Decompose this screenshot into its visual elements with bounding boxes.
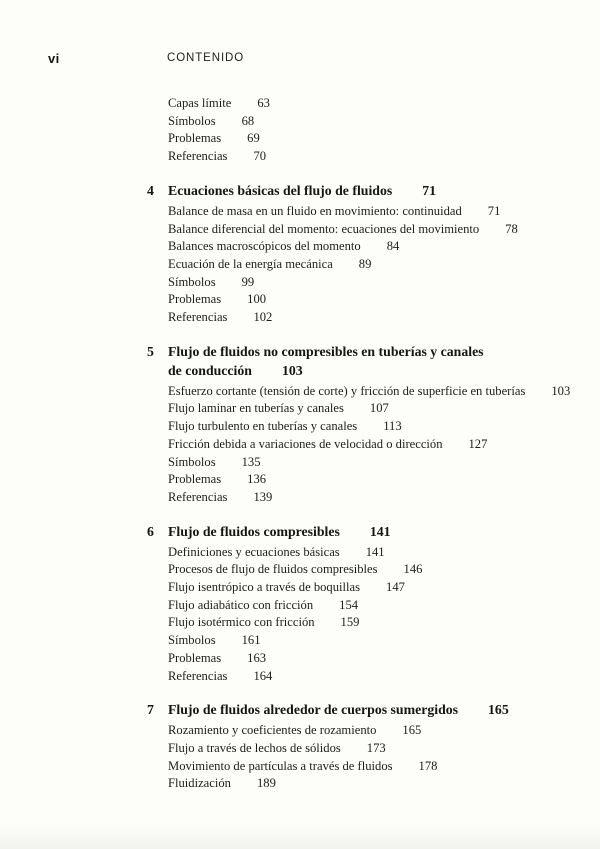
chapter-number: 4 — [147, 182, 154, 198]
entry-page-number: 84 — [386, 239, 400, 254]
chapter-title-text: Flujo de fluidos alrededor de cuerpos sumergidos — [168, 702, 459, 718]
running-head — [0, 51, 600, 67]
entry-title: Ecuación de la energía mecánica — [168, 256, 333, 271]
toc-chapter-section — [147, 342, 600, 507]
toc-chapter-section — [147, 181, 600, 327]
entry-title: Símbolos — [168, 113, 216, 128]
toc-entry — [168, 758, 600, 776]
toc-entry — [168, 400, 600, 418]
toc-entry — [168, 256, 600, 274]
chapter-number: 6 — [147, 523, 154, 539]
entry-page-number: 146 — [403, 562, 423, 577]
entry-title: Definiciones y ecuaciones básicas — [168, 544, 340, 559]
toc-entry-list — [168, 95, 600, 166]
chapter-number: 5 — [147, 343, 154, 359]
chapter-number: 7 — [147, 702, 154, 718]
entry-title: Balances macroscópicos del momento — [168, 239, 361, 254]
entry-title: Problemas — [168, 650, 222, 665]
toc-entry-list — [168, 203, 600, 327]
toc-continuation-section — [147, 95, 600, 166]
chapter-page-number: 165 — [488, 702, 509, 718]
toc-entry — [168, 740, 600, 758]
chapter-title-line — [168, 342, 600, 361]
toc-entry — [168, 221, 600, 239]
entry-page-number: 189 — [256, 776, 276, 791]
entry-page-number: 100 — [247, 292, 267, 307]
entry-title: Flujo a través de lechos de sólidos — [168, 740, 341, 755]
chapter-title — [168, 342, 600, 380]
entry-page-number: 164 — [253, 668, 273, 683]
chapter-title-line — [168, 361, 600, 380]
entry-page-number: 69 — [247, 131, 260, 146]
toc-entry — [168, 113, 600, 131]
entry-page-number: 71 — [487, 203, 501, 218]
toc-chapter-section — [147, 522, 600, 686]
chapter-title — [168, 181, 600, 200]
entry-title: Problemas — [168, 131, 222, 146]
entry-page-number: 68 — [241, 113, 255, 128]
entry-page-number: 139 — [253, 489, 273, 504]
toc-entry — [168, 148, 600, 166]
toc-entry-list — [168, 544, 600, 686]
chapter-heading — [147, 522, 600, 541]
table-of-contents — [147, 95, 600, 793]
chapter-title-line — [168, 181, 600, 200]
entry-page-number: 178 — [418, 758, 438, 773]
entry-title: Flujo turbulento en tuberías y canales — [168, 419, 358, 434]
chapter-page-number: 103 — [281, 362, 303, 378]
entry-page-number: 102 — [253, 310, 273, 325]
entry-title: Flujo isotérmico con fricción — [168, 615, 315, 630]
entry-page-number: 154 — [339, 597, 359, 612]
entry-page-number: 161 — [241, 633, 261, 648]
toc-entry — [168, 309, 600, 327]
page-folio: vi — [48, 51, 60, 66]
toc-entry — [168, 436, 600, 454]
entry-title: Referencias — [168, 489, 228, 504]
entry-title: Problemas — [168, 292, 222, 307]
chapter-heading — [147, 181, 600, 200]
toc-entry — [168, 471, 600, 489]
entry-page-number: 173 — [366, 740, 386, 755]
chapter-title-line — [168, 522, 600, 541]
chapter-heading — [147, 342, 600, 380]
entry-page-number: 107 — [369, 401, 389, 416]
toc-entry — [168, 614, 600, 632]
entry-page-number: 147 — [386, 580, 405, 595]
chapter-title-text: Ecuaciones básicas del flujo de fluidos — [168, 182, 393, 198]
chapter-page-number: 141 — [369, 523, 391, 539]
entry-page-number: 103 — [551, 383, 571, 398]
toc-entry — [168, 203, 600, 221]
entry-page-number: 136 — [247, 472, 267, 487]
running-head-title: CONTENIDO — [167, 52, 245, 64]
toc-entry — [168, 454, 600, 472]
chapter-heading — [147, 700, 600, 719]
toc-entry — [168, 418, 600, 436]
entry-page-number: 113 — [383, 419, 402, 434]
toc-entry — [168, 650, 600, 668]
entry-page-number: 135 — [241, 454, 261, 469]
entry-page-number: 99 — [241, 274, 255, 289]
toc-entry — [168, 130, 600, 148]
entry-title: Fluidización — [168, 776, 231, 791]
toc-entry — [168, 561, 600, 579]
chapter-page-number: 71 — [422, 182, 437, 198]
entry-title: Movimiento de partículas a través de fluidos — [168, 758, 393, 773]
entry-title: Símbolos — [168, 633, 216, 648]
entry-title: Balance de masa en un fluido en movimiento: continuidad — [168, 203, 462, 218]
entry-title: Símbolos — [168, 274, 216, 289]
toc-entry — [168, 383, 600, 401]
entry-title: Balance diferencial del momento: ecuaciones del movimiento — [168, 221, 480, 236]
chapter-title-line — [168, 700, 600, 719]
toc-entry — [168, 775, 600, 793]
entry-page-number: 89 — [358, 256, 372, 271]
chapter-title-text: Flujo de fluidos compresibles — [168, 523, 340, 539]
entry-title: Referencias — [168, 149, 228, 164]
toc-entry — [168, 291, 600, 309]
entry-title: Símbolos — [168, 454, 216, 469]
toc-entry-list — [168, 383, 600, 507]
toc-entry — [168, 668, 600, 686]
entry-title: Flujo adiabático con fricción — [168, 597, 314, 612]
toc-entry — [168, 544, 600, 562]
entry-page-number: 70 — [253, 149, 267, 164]
entry-title: Procesos de flujo de fluidos compresibles — [168, 562, 378, 577]
entry-title: Referencias — [168, 668, 228, 683]
toc-entry — [168, 95, 600, 113]
entry-page-number: 63 — [257, 96, 270, 110]
entry-title: Capas límite — [168, 96, 232, 110]
entry-page-number: 127 — [468, 436, 488, 451]
chapter-title-text: de conducción — [168, 362, 252, 378]
entry-title: Esfuerzo cortante (tensión de corte) y fricción de superficie en tuberías — [168, 383, 526, 398]
entry-page-number: 78 — [505, 221, 518, 236]
entry-page-number: 141 — [365, 544, 385, 559]
toc-entry — [168, 579, 600, 597]
toc-entry-list — [168, 722, 600, 793]
entry-title: Fricción debida a variaciones de velocidad o dirección — [168, 436, 443, 451]
entry-page-number: 159 — [340, 615, 360, 630]
chapter-title-text: Flujo de fluidos no compresibles en tuberías y canales — [168, 343, 484, 359]
toc-entry — [168, 274, 600, 292]
entry-page-number: 163 — [247, 650, 267, 665]
toc-entry — [168, 632, 600, 650]
entry-title: Problemas — [168, 472, 222, 487]
toc-entry — [168, 489, 600, 507]
toc-entry — [168, 238, 600, 256]
toc-entry — [168, 722, 600, 740]
toc-chapter-section — [147, 700, 600, 793]
entry-title: Flujo laminar en tuberías y canales — [168, 401, 344, 416]
entry-page-number: 165 — [402, 723, 422, 738]
entry-title: Flujo isentrópico a través de boquillas — [168, 580, 361, 595]
chapter-title — [168, 522, 600, 541]
entry-title: Rozamiento y coeficientes de rozamiento — [168, 723, 377, 738]
entry-title: Referencias — [168, 310, 228, 325]
toc-entry — [168, 597, 600, 615]
chapter-title — [168, 700, 600, 719]
